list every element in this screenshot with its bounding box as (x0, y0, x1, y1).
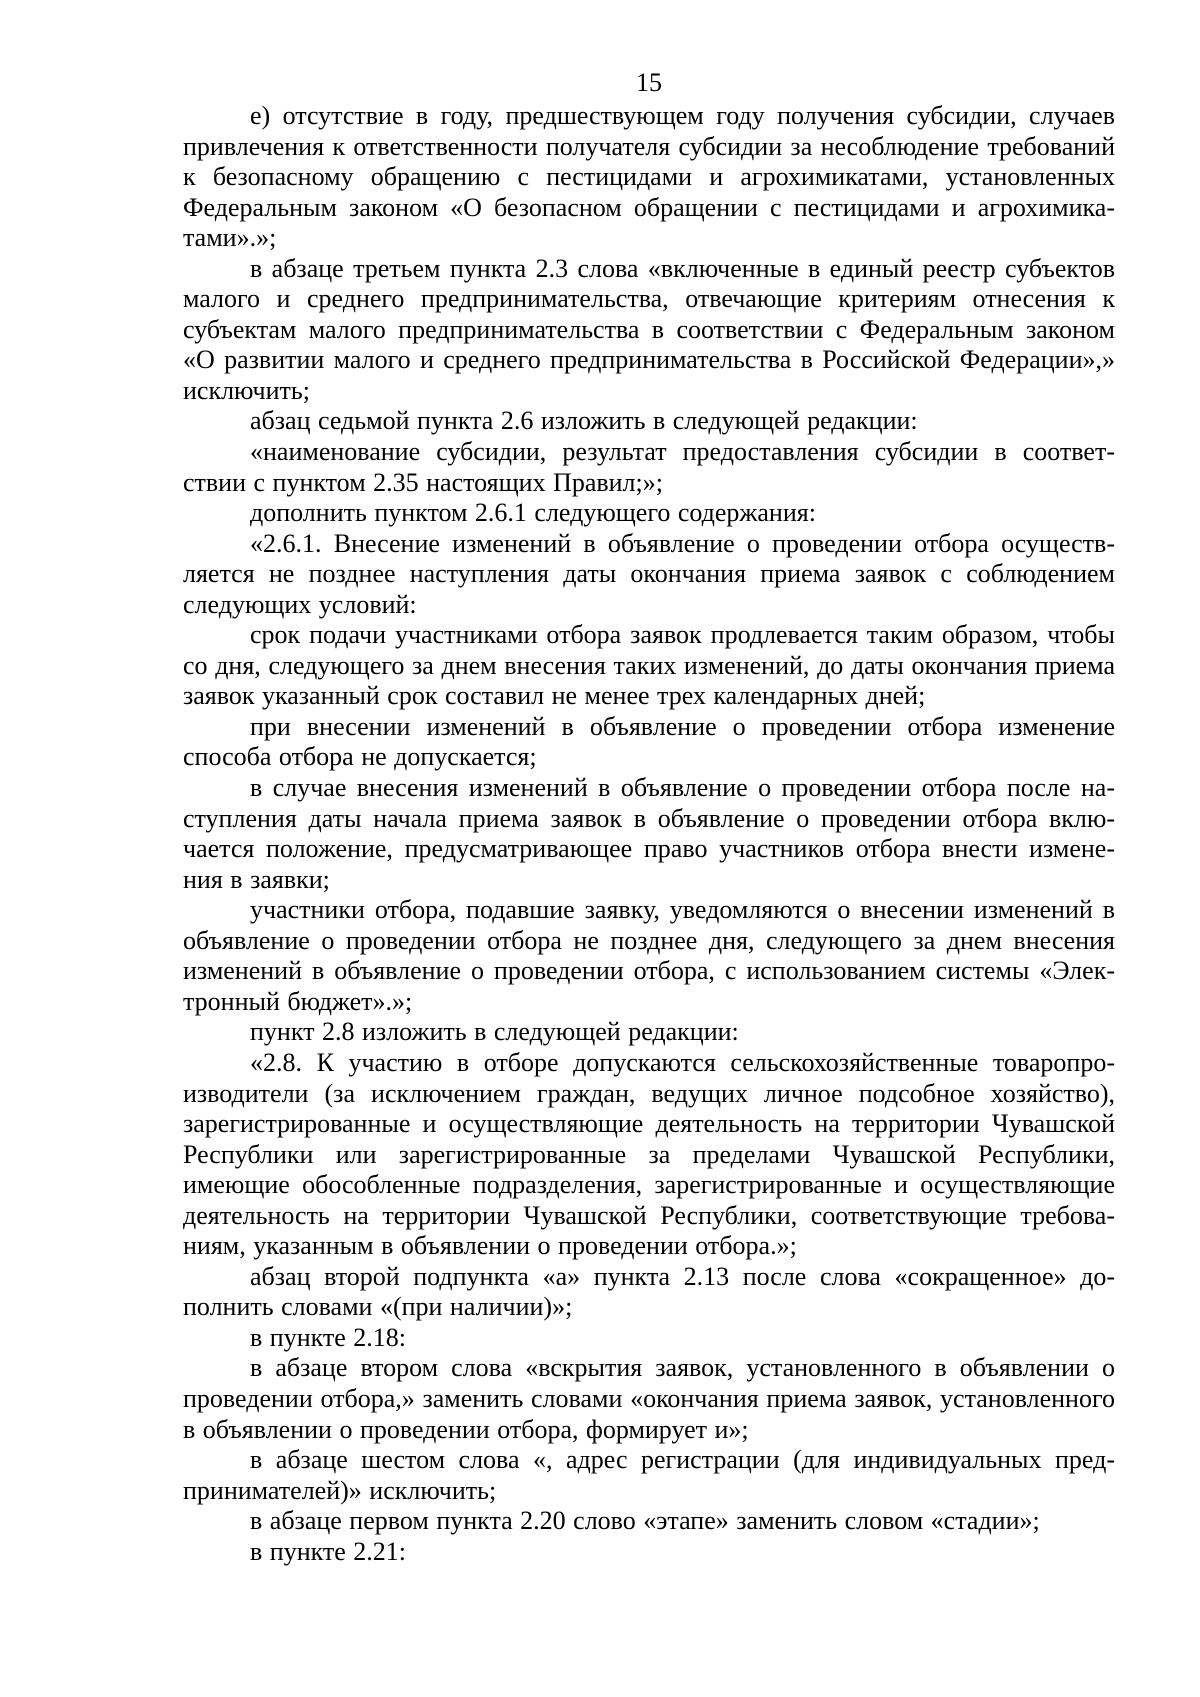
paragraph: при внесении изменений в объявление о проведении отбора изменение способа отбора не допускается; (183, 711, 1115, 772)
paragraph: в случае внесения изменений в объявление о проведении отбора после наступления даты начала приема заявок в объявление о проведении отбора включается положение, предусматривающее право участников отбора внести изменения в заявки; (183, 773, 1115, 894)
document-body (183, 101, 1115, 1567)
paragraph: абзац второй подпункта «а» пункта 2.13 после слова «сокращенное» дополнить словами «(при наличии)»; (183, 1261, 1115, 1322)
paragraph: в пункте 2.18: (250, 1322, 407, 1352)
paragraph: «2.6.1. Внесение изменений в объявление о проведении отбора осуществляется не позднее наступления даты окончания приема заявок с соблюдением следующих условий: (183, 528, 1115, 619)
paragraph: участники отбора, подавшие заявку, уведомляются о внесении изменений в объявление о проведении отбора не позднее дня, следующего за днем внесения изменений в объявление о проведении отбора, с использованием системы «Электронный бюджет».»; (183, 895, 1115, 1016)
paragraph: «наименование субсидии, результат предоставления субсидии в соответствии с пунктом 2.35 настоящих Правил;»; (183, 437, 1115, 497)
paragraph: «2.8. К участию в отборе допускаются сельскохозяйственные товаропроизводители (за исключением граждан, ведущих личное подсобное хозяйство), зарегистрированные и осуществляющие деятельность на территории Чувашской Республики или зарегистрированные за пределами Чувашской Республики, имеющие обособленные подразделения, зарегистрированные и осуществляющие деятельность на территории Чувашской Республики, соответствующие требованиям, указанным в объявлении о проведении отбора.»; (183, 1047, 1115, 1261)
paragraph: абзац седьмой пункта 2.6 изложить в следующей редакции: (250, 406, 918, 436)
paragraph: в абзаце первом пункта 2.20 слово «этапе» заменить словом «стадии»; (250, 1506, 1040, 1536)
paragraph: пункт 2.8 изложить в следующей редакции: (250, 1017, 739, 1047)
paragraph: дополнить пунктом 2.6.1 следующего содержания: (250, 498, 816, 528)
paragraph: в абзаце втором слова «вскрытия заявок, установленного в объявлении о проведении отбора,» заменить словами «окончания приема заявок, установленного в объявлении о проведении отбора, формирует и»; (183, 1353, 1115, 1444)
page-number: 15 (636, 68, 662, 97)
paragraph: в абзаце третьем пункта 2.3 слова «включенные в единый реестр субъектов малого и среднего предпринимательства, отвечающие критериям отнесения к субъектам малого предпринимательства в соответствии с Федеральным законом «О развитии малого и среднего предпринимательства в Российской Федерации»,» исключить; (183, 253, 1115, 405)
paragraph: срок подачи участниками отбора заявок продлевается таким образом, чтобы со дня, следующего за днем внесения таких изменений, до даты окончания приема заявок указанный срок составил не менее трех календарных дней; (183, 620, 1115, 711)
paragraph: е) отсутствие в году, предшествующем году получения субсидии, случаев привлечения к ответственности получателя субсидии за несоблюдение требований к безопасному обращению с пестицидами и агрохимикатами, установленных Федеральным законом «О безопасном обращении с пестицидами и агрохимикатами».»; (183, 101, 1115, 253)
paragraph: в абзаце шестом слова «, адрес регистрации (для индивидуальных предпринимателей)» исключить; (183, 1445, 1115, 1505)
paragraph: в пункте 2.21: (250, 1536, 407, 1566)
